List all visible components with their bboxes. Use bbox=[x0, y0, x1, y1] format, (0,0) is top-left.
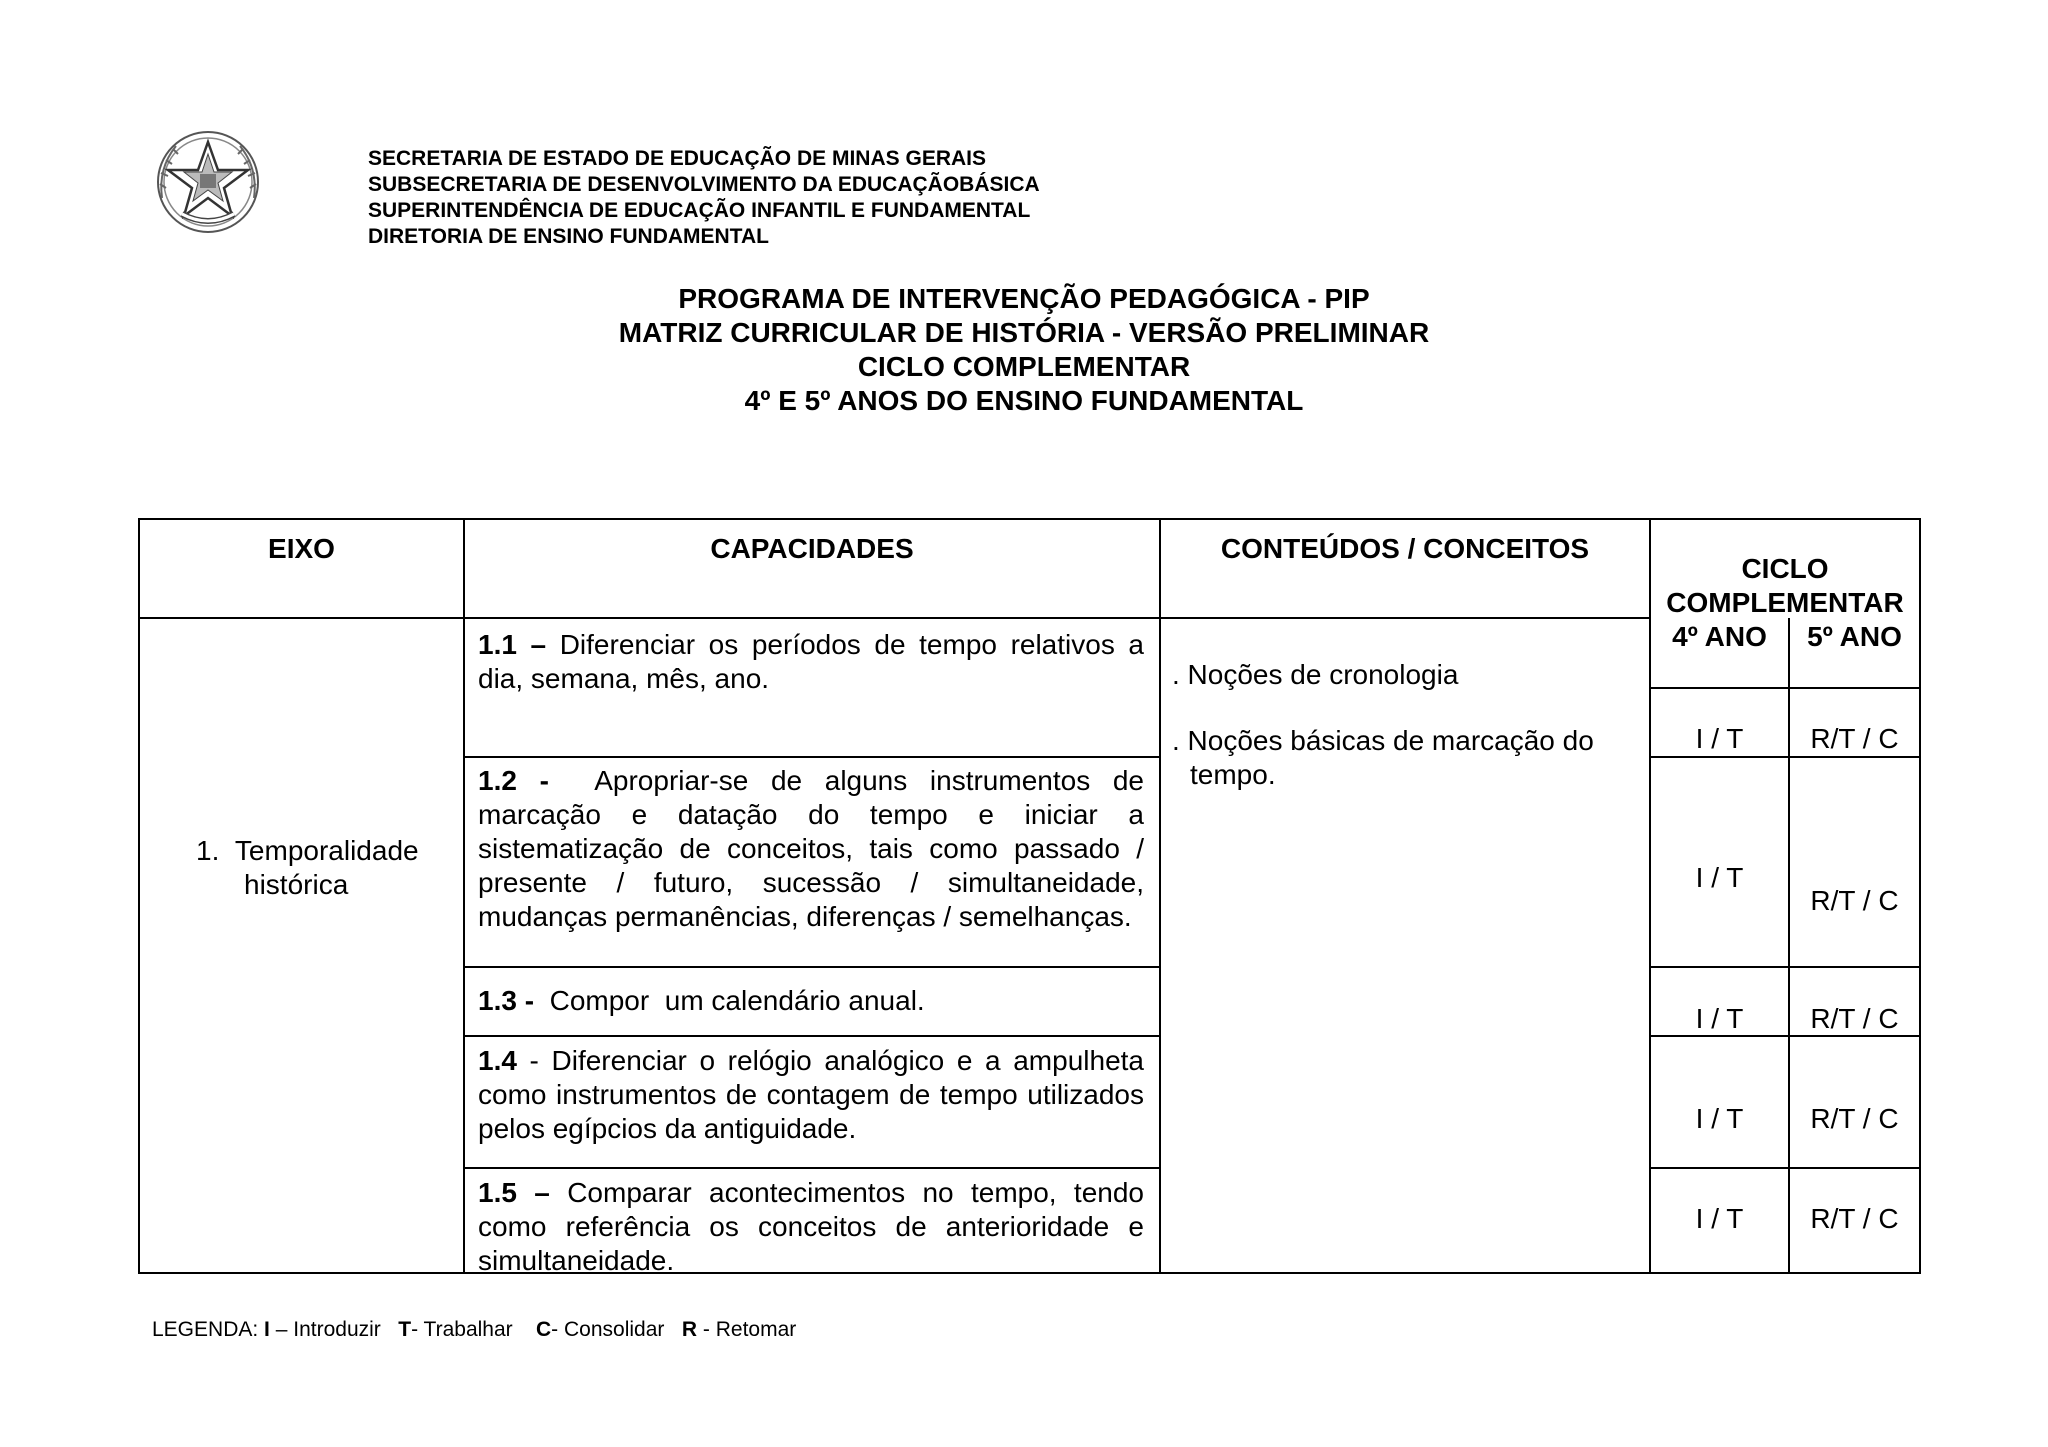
header-4-ano: 4º ANO bbox=[1672, 621, 1767, 652]
capacidade-text: Comparar acontecimentos no tempo, tendo como referência os conceitos de anterioridade e simultaneidade. bbox=[478, 1177, 1144, 1276]
capacidade-number: 1.5 bbox=[478, 1177, 517, 1208]
capacidade-text: Diferenciar o relógio analógico e a ampulheta como instrumentos de contagem de tempo utilizados pelos egípcios da antiguidade. bbox=[478, 1045, 1144, 1144]
conteudo-item: . Noções básicas de marcação do bbox=[1172, 725, 1594, 756]
legend-text: - Trabalhar bbox=[411, 1318, 536, 1341]
capacidade-separator: - bbox=[516, 1045, 552, 1076]
capacidade-1-5 bbox=[478, 1176, 1144, 1278]
capacidade-number: 1.4 bbox=[478, 1045, 517, 1076]
eixo-line bbox=[196, 834, 456, 868]
capacidade-number: 1.3 bbox=[478, 985, 517, 1016]
minas-gerais-seal-icon bbox=[152, 128, 264, 236]
header-capacidades: CAPACIDADES bbox=[710, 533, 914, 564]
ano5-value: R/T / C bbox=[1810, 1003, 1899, 1034]
legend bbox=[152, 1318, 796, 1342]
capacidade-1-4 bbox=[478, 1044, 1144, 1146]
ano4-value: I / T bbox=[1695, 723, 1744, 754]
title-line: CICLO COMPLEMENTAR bbox=[857, 351, 1191, 382]
legend-key: R bbox=[681, 1318, 698, 1341]
header-ciclo bbox=[1651, 552, 1919, 620]
capacidade-text: Compor um calendário anual. bbox=[549, 985, 925, 1016]
legend-prefix: LEGENDA: bbox=[152, 1318, 265, 1341]
conteudos-cell bbox=[1172, 658, 1642, 792]
capacidade-text: Diferenciar os períodos de tempo relativos a dia, semana, mês, ano. bbox=[478, 629, 1144, 694]
capacidade-1-3 bbox=[478, 984, 1144, 1018]
eixo-cell bbox=[196, 834, 456, 902]
title-line: MATRIZ CURRICULAR DE HISTÓRIA - VERSÃO PRELIMINAR bbox=[618, 317, 1430, 348]
curriculum-table bbox=[138, 518, 1921, 1274]
capacidade-number: 1.2 bbox=[478, 765, 517, 796]
ano4-value: I / T bbox=[1695, 1003, 1744, 1034]
legend-key: C bbox=[536, 1318, 552, 1341]
ano5-value: R/T / C bbox=[1810, 1103, 1899, 1134]
legend-text: - Consolidar bbox=[551, 1318, 682, 1341]
header-line: SUBSECRETARIA DE DESENVOLVIMENTO DA EDUCAÇÃOBÁSICA bbox=[368, 173, 1040, 196]
capacidade-separator: – bbox=[516, 629, 560, 660]
title-line: 4º E 5º ANOS DO ENSINO FUNDAMENTAL bbox=[744, 385, 1304, 416]
legend-text: – Introduzir bbox=[269, 1318, 399, 1341]
capacidade-separator: - bbox=[516, 985, 550, 1016]
conteudo-item: . Noções de cronologia bbox=[1172, 659, 1459, 690]
eixo-line: histórica bbox=[244, 869, 349, 900]
capacidade-1-1 bbox=[478, 628, 1144, 696]
header-ciclo-line: CICLO bbox=[1741, 553, 1829, 584]
capacidade-text: Apropriar-se de alguns instrumentos de marcação e datação do tempo e iniciar a sistematização de conceitos, tais como passado / presente / futuro, sucessão / simultaneidade, mudanças permanências, diferenças / semelhanças. bbox=[478, 765, 1144, 932]
header-ciclo-line: COMPLEMENTAR bbox=[1666, 587, 1904, 618]
ano4-value: I / T bbox=[1695, 1103, 1744, 1134]
header-line: SUPERINTENDÊNCIA DE EDUCAÇÃO INFANTIL E FUNDAMENTAL bbox=[368, 199, 1031, 222]
header-line: DIRETORIA DE ENSINO FUNDAMENTAL bbox=[368, 225, 769, 248]
legend-text: - Retomar bbox=[697, 1318, 797, 1341]
capacidade-number: 1.1 bbox=[478, 629, 517, 660]
ano5-value: R/T / C bbox=[1810, 1203, 1899, 1234]
ano5-value: R/T / C bbox=[1810, 885, 1899, 916]
capacidade-1-2 bbox=[478, 764, 1144, 934]
header-conteudos: CONTEÚDOS / CONCEITOS bbox=[1220, 533, 1590, 564]
capacidade-separator: – bbox=[516, 1177, 568, 1208]
header-5-ano: 5º ANO bbox=[1807, 621, 1902, 652]
legend-key: I bbox=[264, 1318, 270, 1341]
header-line: SECRETARIA DE ESTADO DE EDUCAÇÃO DE MINAS GERAIS bbox=[368, 147, 986, 170]
eixo-text: Temporalidade bbox=[234, 835, 419, 866]
eixo-number: 1. bbox=[196, 835, 220, 866]
title-line: PROGRAMA DE INTERVENÇÃO PEDAGÓGICA - PIP bbox=[678, 283, 1370, 314]
ano4-value: I / T bbox=[1695, 1203, 1744, 1234]
header-eixo: EIXO bbox=[268, 533, 335, 564]
legend-key: T bbox=[398, 1318, 412, 1341]
conteudo-item: tempo. bbox=[1190, 759, 1276, 790]
ano4-value: I / T bbox=[1695, 862, 1744, 893]
institution-header bbox=[368, 146, 1040, 250]
document-title bbox=[0, 282, 2048, 418]
capacidade-separator: - bbox=[516, 765, 595, 796]
capacidade-line bbox=[478, 628, 1144, 696]
ano5-value: R/T / C bbox=[1810, 723, 1899, 754]
